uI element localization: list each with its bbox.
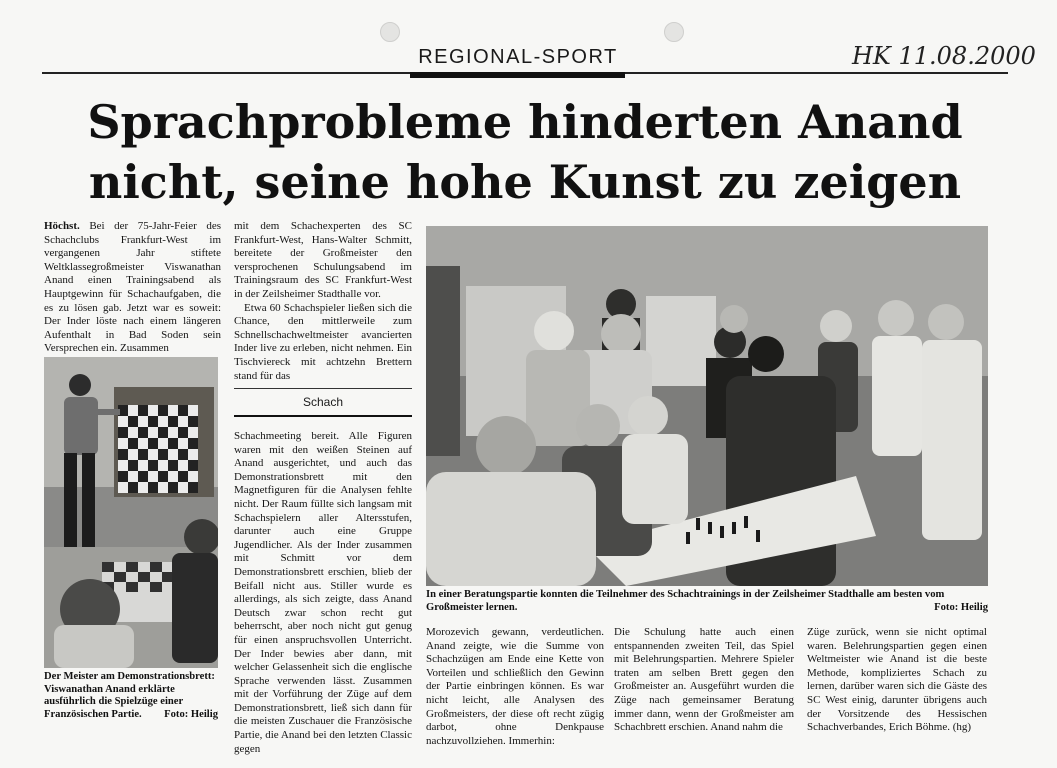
punch-hole <box>664 22 684 42</box>
article-column-1 <box>44 220 221 356</box>
photo-demonstration-board <box>44 357 218 668</box>
header-rule-thick <box>410 72 625 78</box>
caption-text: In einer Beratungspartie konnten die Teilnehmer des Schachtrainings in der Zeilsheimer Stadthalle am besten vom Großmeister lernen. <box>426 589 945 613</box>
caption-text: Der Meister am Demonstrationsbrett: Viswanathan Anand erklärte ausführlich die Spielzüge einer Französischen Partie. <box>44 671 215 720</box>
column-text: mit dem Schachexperten des SC Frankfurt-West, Hans-Walter Schmitt, bereitete der Großmeister den versprochenen Schulungsabend im Trainingsraum des SC Frankfurt-West in der Zeilsheimer Stadthalle vor. <box>234 220 412 300</box>
handwritten-note: HK 11.08.2000 <box>852 42 1036 70</box>
headline-line2: nicht, seine hohe Kunst zu zeigen <box>88 155 962 209</box>
kicker-label: Schach <box>302 395 344 409</box>
photo-caption-big <box>426 589 988 614</box>
article-column-3: Morozevich gewann, verdeutlichen. Anand zeigte, wie die Summe von Schachzügen am Ende eine Kette von Vorteilen und schließlich den Gewinn der Partie einbringen können. Es war nicht leicht, alle Analysen des Großmeisters, der diese oft recht zügig darbot, ohne Denkpause nachzuvollziehen. Immerhin: <box>426 626 604 747</box>
photo-caption-small <box>44 671 218 721</box>
headline <box>60 92 990 212</box>
headline-line1: Sprachprobleme hinderten Anand <box>87 95 963 149</box>
dateline: Höchst. <box>44 220 80 232</box>
punch-hole <box>380 22 400 42</box>
article-column-4: Die Schulung hatte auch einen entspannenden zweiten Teil, das Spiel mit Belehrungspartien. Mehrere Spieler traten am selben Brett gegen den Großmeister an. Ausgeführt wurden die Züge nach gemeinsamer Beratung immer dann, wenn der Großmeister am Schachbrett erschien. Anand nahm die <box>614 626 794 734</box>
photo-credit: Foto: Heilig <box>164 708 218 720</box>
photo-consultation-game <box>426 226 988 586</box>
kicker-rule <box>234 415 412 417</box>
kicker <box>234 388 412 417</box>
article-column-5: Züge zurück, wenn sie nicht optimal waren. Belehrungspartien gegen einen Weltmeister wie Anand ist die beste Methode, kompliziertes Schach zu lernen, darüber waren sich die Gäste des SC West einig, darunter übrigens auch der Vorsitzende des Hessischen Schachverbandes, Erich Böhme. (hg) <box>807 626 987 734</box>
photo-credit: Foto: Heilig <box>934 601 988 613</box>
section-title: REGIONAL-SPORT <box>418 46 618 68</box>
article-column-2-continued: Schachmeeting bereit. Alle Figuren waren mit den weißen Steinen auf Anand ausgerichtet, und auch das Demonstrationsbrett mit den Magnetfiguren für die Analysen fehlte nicht. Der Raum füllte sich langsam mit Schachspielern aller Altersstufen, darunter auch eine Gruppe Jugendlicher. Als der Inder zusammen mit Schmitt vor dem Demonstrationsbrett erschien, blieb der Beifall nicht aus. Stiller wurde es allerdings, als sich zeigte, dass Anand Deutsch zwar schon recht gut beherrscht, aber noch nicht gut genug für einen anspruchsvollen Unterricht. Der Inder bewies aber dann, mit welcher Gelassenheit sich die englische Sprache verwenden lässt. Zusammen mit der Vorführung der Züge auf dem Demonstrationsbrett, ließ sich dann für die meisten Zuschauer die Französische Partie, die Anand bei den letzten Classic gegen <box>234 430 412 755</box>
column-text: Etwa 60 Schachspieler ließen sich die Chance, den mittlerweile zum Schnellschachweltmeister avancierten Inder live zu erleben, nicht nehmen. Ein Tischviereck mit achtzehn Brettern stand für das <box>234 301 412 382</box>
article-column-2 <box>234 220 412 383</box>
column-text: Bei der 75-Jahr-Feier des Schachclubs Frankfurt-West im vergangenen Jahr stiftete Weltklassegroßmeister Viswanathan Anand einen Trainingsabend als Hauptgewinn für Schachaufgaben, die es zu lösen gab. Jetzt war es soweit: Der Inder löste nach einem längeren Aufenthalt in Bad Soden sein Versprechen ein. Zusammen <box>44 220 221 355</box>
